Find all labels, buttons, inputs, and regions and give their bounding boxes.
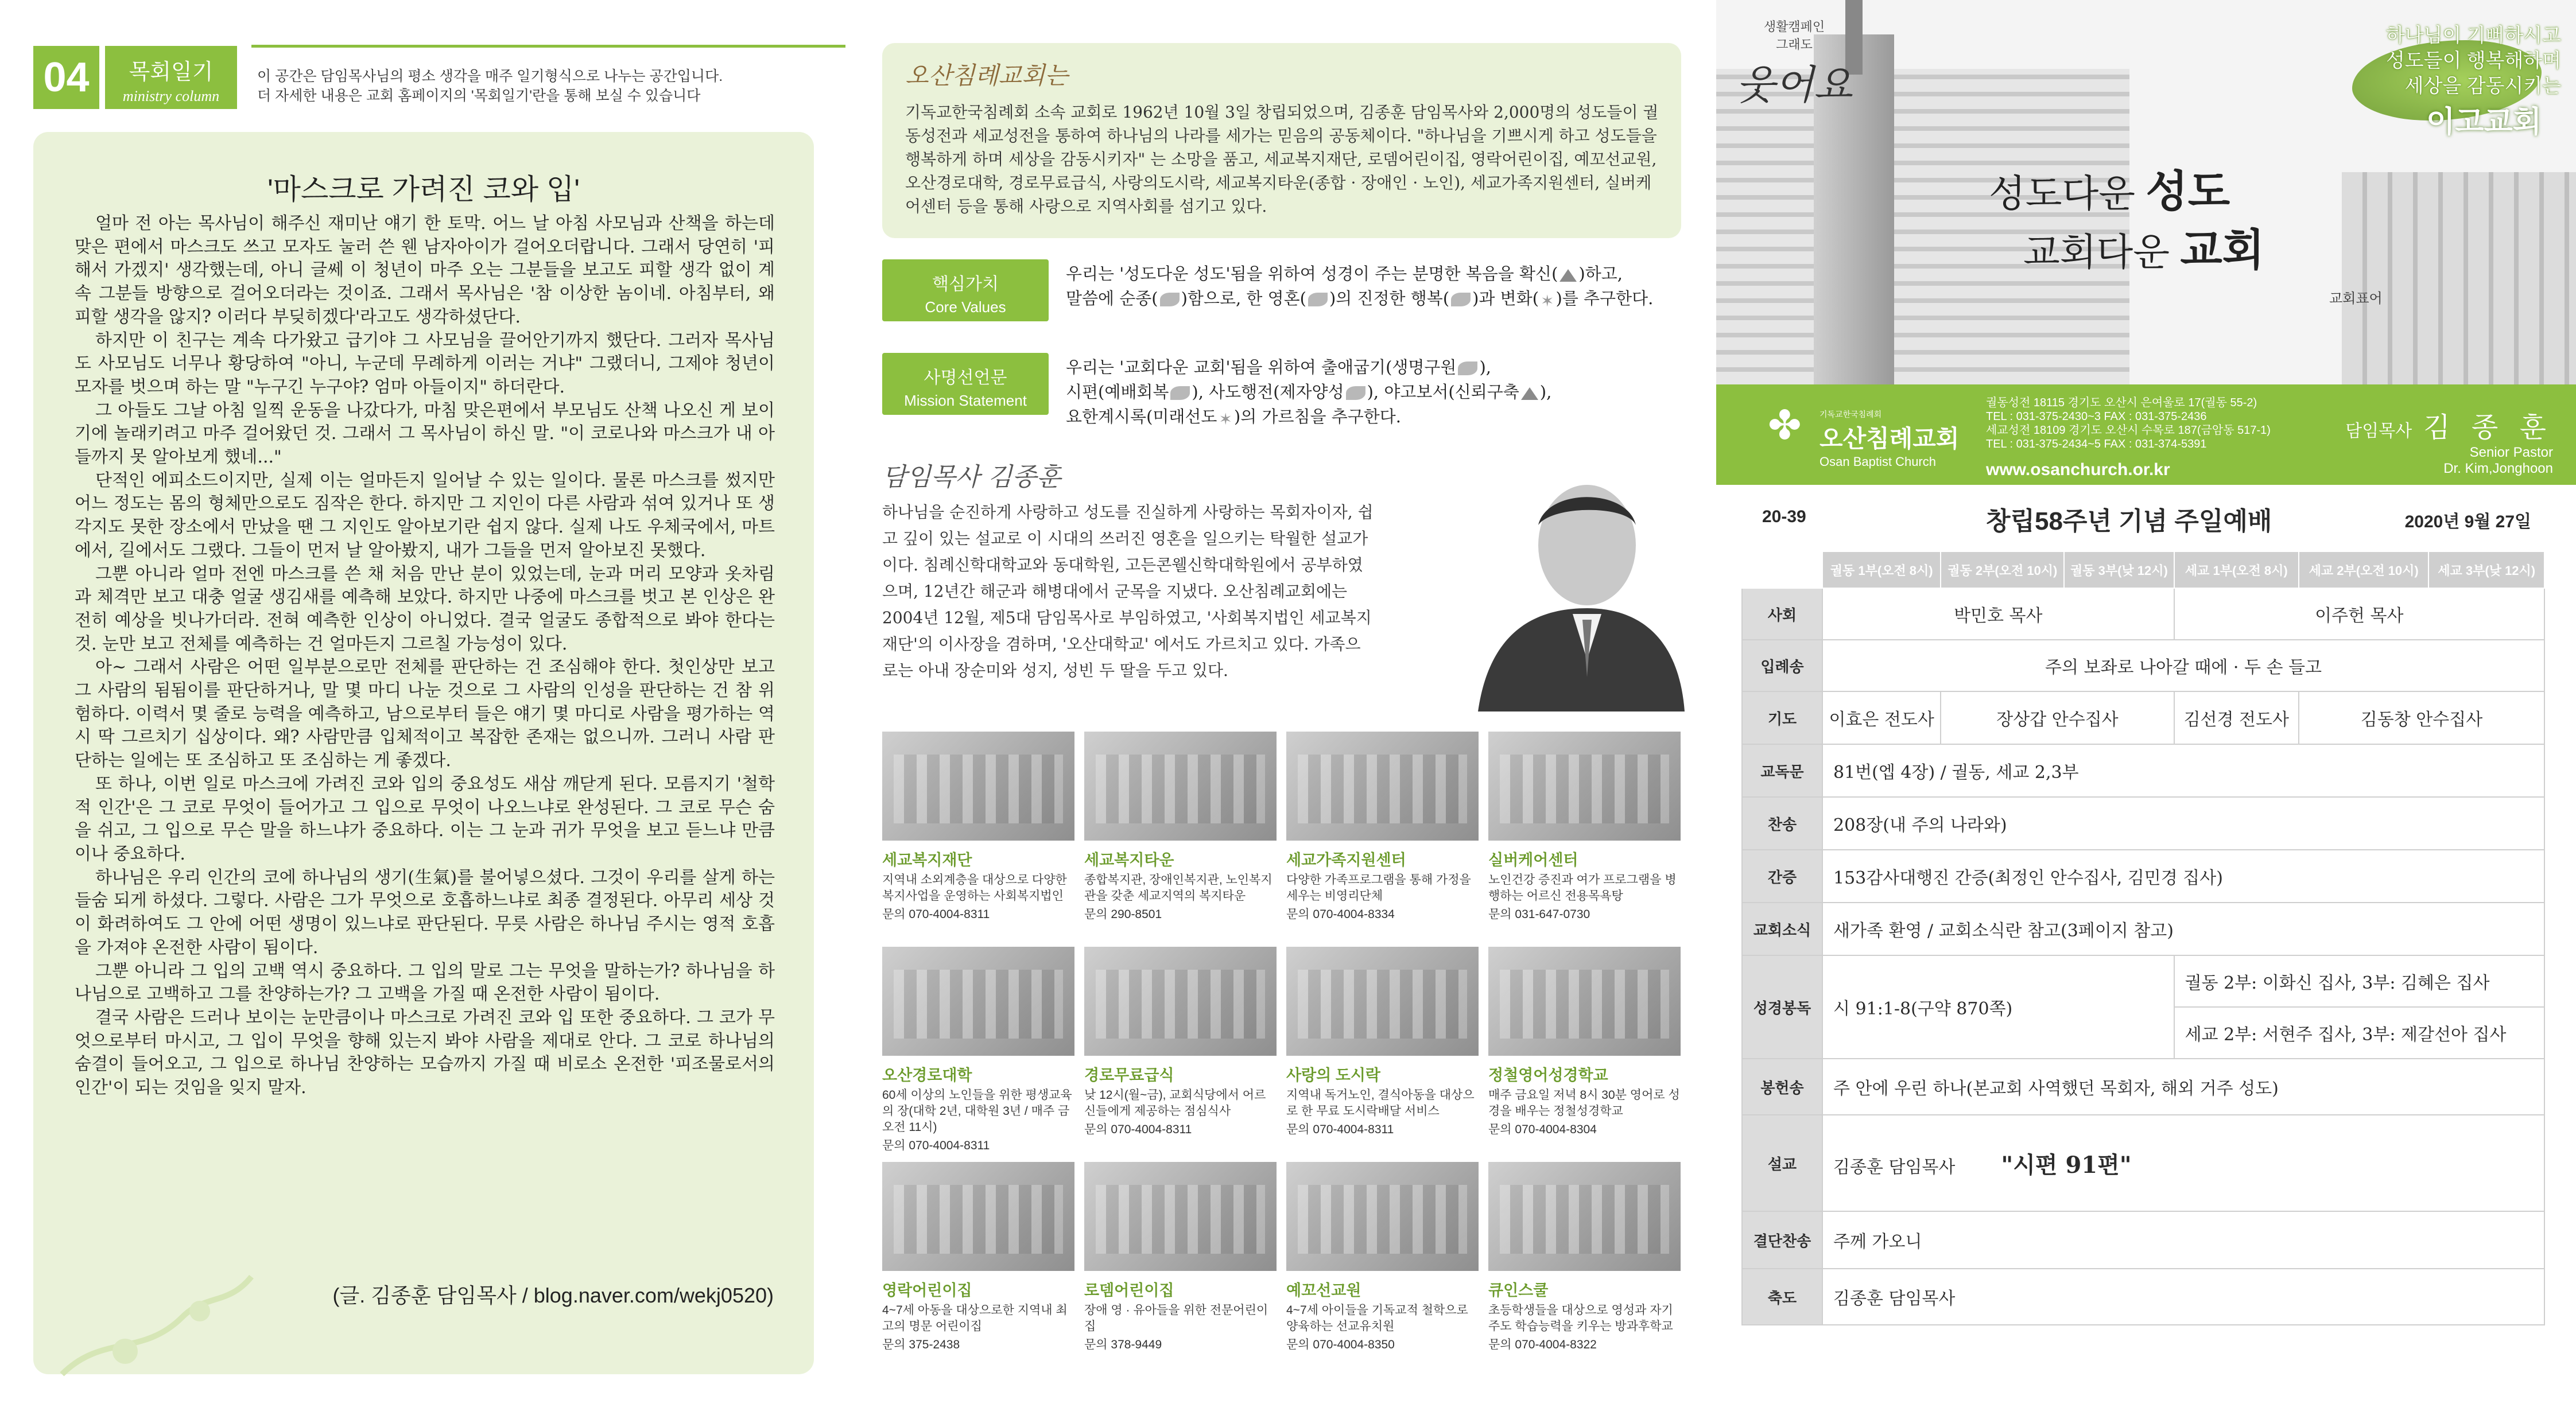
slogan-line: 세상을 감동시키는 — [2404, 75, 2561, 97]
core-values-row — [882, 259, 1681, 328]
ministry-phone: 문의 070-4004-8304 — [1488, 1123, 1597, 1136]
ministry-phone: 문의 070-4004-8350 — [1286, 1338, 1395, 1351]
text-span: 우리는 '성도다운 성도'됨을 위하여 성경이 주는 분명한 복음을 확신( — [1066, 264, 1558, 283]
table-row — [1742, 691, 2544, 744]
row-value: 이효은 전도사 — [1822, 691, 1941, 744]
dove-logo-icon: ✤ — [1768, 402, 1802, 449]
ministry-desc: 장애 영 · 유아들을 위한 전문어린이집 — [1084, 1304, 1268, 1333]
ministry-name: 예꼬선교원 — [1286, 1282, 1361, 1299]
text-span: 요한계시록(미래선도 — [1066, 407, 1217, 426]
header-rule — [251, 45, 845, 48]
ministry-photo — [882, 1162, 1074, 1271]
row-value: 주 안에 우린 하나(본교회 사역했던 목회자, 해외 거주 성도) — [1822, 1059, 2544, 1115]
campaign-logo — [1725, 17, 1863, 111]
row-value: 주께 가오니 — [1822, 1211, 2544, 1269]
ministry-item — [1488, 1162, 1681, 1353]
campaign-label: 생활캠페인 — [1763, 20, 1825, 34]
ministry-name: 세교복지타운 — [1084, 852, 1174, 869]
core-values-ko: 핵심가치 — [932, 275, 999, 294]
church-info-bar — [1716, 384, 2576, 485]
ministry-item — [1084, 947, 1277, 1138]
church-name — [1820, 409, 1959, 469]
ministry-photo — [882, 947, 1074, 1056]
motto-text: 교회다운 — [2023, 231, 2181, 273]
address-line: TEL : 031-375-2430~3 FAX : 031-375-2436 — [1986, 410, 2207, 423]
column-header — [33, 40, 814, 120]
row-label: 찬송 — [1742, 797, 1822, 850]
motto-bold: 성도 — [2146, 168, 2230, 216]
sermon-cell — [1822, 1115, 2544, 1211]
row-label: 입례송 — [1742, 640, 1822, 691]
row-value: 153감사대행진 간증(최정인 안수집사, 김민경 집사) — [1822, 850, 2544, 903]
sermon-title: "시편 91편" — [2001, 1151, 2132, 1179]
paragraph: 그뿐 아니라 그 입의 고백 역시 중요하다. 그 입의 말로 그는 무엇을 말하는가? 하나님을 하나님으로 고백하고 그를 찬양하는가? 그 고백을 가질 때 온전한 사람이 됨이다. — [75, 961, 775, 1005]
ministry-name: 경로무료급식 — [1084, 1067, 1174, 1084]
ministry-phone: 문의 070-4004-8311 — [882, 908, 990, 921]
description-line: 더 자세한 내용은 교회 홈페이지의 '목회일기'란을 통해 보실 수 있습니다 — [257, 88, 701, 104]
row-label: 기도 — [1742, 691, 1822, 744]
text-span: 우리는 '교회다운 교회'됨을 위하여 출애굽기(생명구원 — [1066, 357, 1457, 377]
pastor-bio: 하나님을 순진하게 사랑하고 성도를 진실하게 사랑하는 목회자이자, 쉽고 깊이 있는 설교로 이 시대의 쓰러진 영혼을 일으키는 탁월한 설교가이다. 침례신학대학교와 동대학원, 고든콘웰신학대학원에서 공부하였으며, 12년간 해군과 해병대에서 군목을 지냈다. 오산침례교회에는 2004년 12월, 제5대 담임목사로 부임하였고, '사회복지법인 세교복지재단'의 이사장을 겸하며, '오산대학교' 에서도 가르치고 있다. 가족으로는 아내 장순미와 성지, 성빈 두 딸을 두고 있다. — [882, 503, 1374, 680]
ministry-name: 정철영어성경학교 — [1488, 1067, 1608, 1084]
table-header: 세교 1부(오전 8시) — [2174, 551, 2299, 588]
ministry-item — [1084, 1162, 1277, 1353]
table-header: 궐동 3부(낮 12시) — [2064, 551, 2174, 588]
pastor-label: 담임목사 — [2345, 422, 2412, 441]
table-header: 세교 3부(낮 12시) — [2428, 551, 2544, 588]
table-header: 궐동 1부(오전 8시) — [1822, 551, 1941, 588]
ministry-column-panel — [0, 0, 858, 1423]
mission-text — [1066, 355, 1686, 431]
row-value: 주의 보좌로 나아갈 때에 · 두 손 들고 — [1822, 640, 2544, 691]
pastor-name-en: Dr. Kim,Jonghoon — [2443, 461, 2553, 476]
text-span: )의 진정한 행복( — [1329, 289, 1450, 308]
ministry-photo — [1084, 1162, 1277, 1271]
ministry-photo — [1084, 947, 1277, 1056]
row-label: 사회 — [1742, 588, 1822, 640]
row-value: 81번(엡 4장) / 궐동, 세교 2,3부 — [1822, 744, 2544, 797]
table-row — [1742, 955, 2544, 1007]
vine-decoration-icon — [56, 1265, 263, 1380]
row-value: 궐동 2부: 이화신 집사, 3부: 김혜은 집사 — [2174, 955, 2544, 1007]
row-value: 김동창 안수집사 — [2299, 691, 2544, 744]
table-corner — [1742, 551, 1822, 588]
ministry-name: 세교복지재단 — [882, 852, 972, 869]
ministry-phone: 문의 070-4004-8311 — [1084, 1123, 1192, 1136]
church-slogan — [2386, 23, 2561, 99]
ministry-item — [882, 732, 1074, 923]
table-row — [1742, 640, 2544, 691]
row-label: 간증 — [1742, 850, 1822, 903]
text-span: )과 변화( — [1472, 289, 1539, 308]
ministry-desc: 4~7세 아이들을 기독교적 철학으로 양육하는 선교유치원 — [1286, 1304, 1468, 1333]
service-info-bar — [1751, 500, 2543, 535]
table-row — [1742, 1269, 2544, 1325]
ministry-item — [1488, 947, 1681, 1138]
slogan-brand: 이고교회 — [2426, 106, 2542, 139]
motto-label: 교회표어 — [2329, 291, 2383, 306]
paragraph: 하나님은 우리 인간의 코에 하나님의 생기(生氣)를 불어넣으셨다. 그것이 우리를 살게 하는 들숨 되게 하셨다. 그렇다. 사람은 그가 무엇으로 호흡하느냐로 최종 결정된다. 아무리 세상 것이 화려하여도 그 안에 어떤 생명이 있느냐로 판단된다. 무릇 사람은 하나님 주시는 영적 호흡을 가져야 온전한 사람이 됨이다. — [75, 867, 775, 958]
pastor-name: 김 종 훈 — [2423, 413, 2553, 443]
church-intro-panel — [858, 0, 1716, 1423]
ministry-item — [882, 1162, 1074, 1353]
paragraph: 또 하나, 이번 일로 마스크에 가려진 코와 입의 중요성도 새삼 깨닫게 된다. 모름지기 '철학적 인간'은 그 코로 무엇이 들어가고 그 입으로 무엇이 나오느냐로 완성된다. 그 코로 무슨 숨을 쉬고, 그 입으로 무슨 말을 하느냐가 중요하다. 이는 그 눈과 귀가 무엇을 보고 듣느냐 만큼이나 중요하다. — [75, 773, 775, 864]
row-label: 성경봉독 — [1742, 955, 1822, 1059]
leaf-icon — [1308, 293, 1328, 306]
ministry-desc: 초등학생들을 대상으로 영성과 자기주도 학습능력을 키우는 방과후학교 — [1488, 1304, 1673, 1333]
ministry-name: 오산경로대학 — [882, 1067, 972, 1084]
preacher: 김종훈 담임목사 — [1833, 1157, 1956, 1177]
ministry-desc: 지역내 독거노인, 결식아동을 대상으로 한 무료 도시락배달 서비스 — [1286, 1088, 1475, 1118]
table-row — [1742, 744, 2544, 797]
ministry-phone: 문의 070-4004-8322 — [1488, 1338, 1597, 1351]
ministry-photo — [1084, 732, 1277, 841]
ministry-name: 로뎀어린이집 — [1084, 1282, 1174, 1299]
ministry-name: 세교가족지원센터 — [1286, 852, 1406, 869]
ministry-item — [1286, 732, 1479, 923]
leaf-icon — [1346, 386, 1365, 400]
mission-label — [882, 353, 1049, 415]
mission-en: Mission Statement — [904, 392, 1027, 409]
ministry-name: 큐인스쿨 — [1488, 1282, 1549, 1299]
intro-text: 기독교한국침례회 소속 교회로 1962년 10월 3일 창립되었으며, 김종훈 담임목사와 2,000명의 성도들이 궐동성전과 세교성전을 통하여 하나님의 나라를 세가는 믿음의 공동체이다. "하나님을 기쁘시게 하고 성도들을 행복하게 하며 세상을 감동시키자" 는 소망을 품고, 세교복지재단, 로뎀어린이집, 영락어린이집, 예꼬선교원, 오산경로대학, 경로무료급식, 사랑의도시락, 세교복지타운(종합 · 장애인 · 노인), 세교가족지원센터, 실버케어센터 등을 통해 사랑으로 지역사회를 섬기고 있다. — [905, 103, 1659, 216]
column-article-title: '마스크로 가려진 코와 입' — [267, 173, 580, 205]
service-title: 창립58주년 기념 주일예배 — [1986, 507, 2272, 535]
ministry-photo — [1488, 947, 1681, 1056]
ministry-item — [1488, 732, 1681, 923]
table-row — [1742, 1211, 2544, 1269]
leaf-icon — [1170, 386, 1190, 400]
paragraph: 그 아들도 그날 아침 일찍 운동을 나갔다가, 마침 맞은편에서 부모님도 산책 나오신 게 보이기에 놀래키려고 마주 걸어왔던 것. 그래서 그 목사님이 하신 말. "이 코로나와 마스크가 내 아들까지 못 알아보게 했네..." — [75, 400, 775, 468]
ministry-item — [1286, 1162, 1479, 1353]
column-body — [33, 132, 814, 1374]
table-row — [1742, 588, 2544, 640]
row-label: 결단찬송 — [1742, 1211, 1822, 1269]
ministry-photo — [1488, 1162, 1681, 1271]
ministry-desc: 매주 금요일 저녁 8시 30분 영어로 성경을 배우는 정철성경학교 — [1488, 1088, 1680, 1118]
column-title-en: ministry column — [122, 88, 220, 104]
ministry-name: 실버케어센터 — [1488, 852, 1578, 869]
ministry-desc: 낮 12시(월~금), 교회식당에서 어르신들에게 제공하는 점심식사 — [1084, 1088, 1266, 1118]
ministry-phone: 문의 070-4004-8311 — [1286, 1123, 1394, 1136]
ministry-phone: 문의 290-8501 — [1084, 908, 1162, 921]
core-values-en: Core Values — [925, 298, 1006, 316]
table-row — [1742, 850, 2544, 903]
column-signature: (글. 김종훈 담임목사 / blog.naver.com/wekj0520) — [332, 1284, 774, 1307]
row-value: 김선경 전도사 — [2174, 691, 2299, 744]
row-label: 교회소식 — [1742, 903, 1822, 955]
pastor-title-en: Senior Pastor — [2469, 445, 2553, 460]
table-header: 궐동 2부(오전 10시) — [1941, 551, 2064, 588]
text-span: )함으로, 한 영혼( — [1181, 289, 1306, 308]
row-value: 시 91:1-8(구약 870쪽) — [1822, 955, 2174, 1059]
paragraph: 그뿐 아니라 얼마 전엔 마스크를 쓴 채 처음 만난 분이 있었는데, 눈과 머리 모양과 옷차림과 체격만 보고 대충 얼굴 생김새를 예측해 보았다. 하지만 나중에 마스크를 벗고 본 인상은 완전히 예상을 빗나가더라. 전혀 예측한 인상이 아니었다. 결국 얼굴도 종합적으로 봐야 한다는 것. 눈만 보고 전체를 예측하는 건 얼마든지 그르칠 가능성이 있다. — [75, 563, 775, 654]
leaf-icon — [1451, 293, 1471, 306]
ministry-item — [1286, 947, 1479, 1138]
text-span: 시편(예배회복 — [1066, 382, 1169, 402]
text-span: ), 야고보서(신뢰구축 — [1367, 382, 1519, 402]
mission-row — [882, 353, 1681, 433]
address-line: 궐동성전 18115 경기도 오산시 은여울로 17(궐동 55-2) — [1986, 396, 2257, 409]
ministry-desc: 지역내 소외계층을 대상으로 다양한 복지사업을 운영하는 사회복지법인 — [882, 873, 1067, 903]
ministry-photo — [1488, 732, 1681, 841]
row-label: 축도 — [1742, 1269, 1822, 1325]
cover-image — [1716, 0, 2576, 384]
ministry-photo — [1286, 1162, 1479, 1271]
column-title-box — [105, 46, 237, 109]
leaf-icon — [1458, 361, 1477, 375]
building-wing — [2342, 172, 2576, 384]
star-icon: ✶ — [1219, 410, 1232, 429]
ministry-desc: 노인건강 증진과 여가 프로그램을 병행하는 어르신 전용목욕탕 — [1488, 873, 1677, 903]
table-row — [1742, 1115, 2544, 1211]
campaign-main: 웃어요 — [1736, 64, 1853, 108]
ministry-photo — [882, 732, 1074, 841]
row-value: 208장(내 주의 나라와) — [1822, 797, 2544, 850]
ministry-item — [882, 947, 1074, 1154]
ministry-desc: 4~7세 아동을 대상으로한 지역내 최고의 명문 어린이집 — [882, 1304, 1068, 1333]
ministry-phone: 문의 375-2438 — [882, 1338, 960, 1351]
paragraph: 결국 사람은 드러나 보이는 눈만큼이나 마스크로 가려진 코와 입 또한 중요하다. 그 코가 무엇으로부터 마시고, 그 입이 무엇을 향해 있는지 봐야 사람을 제대로 안다. 그 코로 하나님의 숨결이 들어오고, 그 입으로 하나님 찬양하는 모습까지 가질 때 비로소 온전한 '피조물로서의 인간'이 되는 것임을 잊지 말자. — [75, 1007, 775, 1098]
row-value: 세교 2부: 서현주 집사, 3부: 제갈선아 집사 — [2174, 1007, 2544, 1059]
slogan-line: 하나님이 기뻐하시고 — [2385, 25, 2561, 46]
table-row — [1742, 903, 2544, 955]
church-website[interactable]: www.osanchurch.or.kr — [1986, 460, 2170, 479]
ministry-desc: 종합복지관, 장애인복지관, 노인복지관을 갖춘 세교지역의 복지타운 — [1084, 873, 1273, 903]
ministry-photo — [1286, 947, 1479, 1056]
table-row — [1742, 1059, 2544, 1115]
church-name-ko: 오산침례교회 — [1820, 425, 1960, 452]
paragraph: 얼마 전 아는 목사님이 해주신 재미난 얘기 한 토막. 어느 날 아침 사모님과 산책을 하는데 맞은 편에서 마스크도 쓰고 모자도 눌러 쓴 웬 남자아이가 걸어오더랍니다. 그래서 당연히 '피해서 가겠지' 생각했는데, 아니 글쎄 이 청년이 마주 오는 그분들을 보고도 피할 생각 없이 계속 그분들 방향으로 걸어오더라는 것이죠. 그래서 목사님은 '참 이상한 놈이네. 아침부터, 왜 피할 생각을 않지? 이러다 부딪히겠다'라고도 생각하셨단다. — [75, 213, 775, 327]
church-address — [1986, 396, 2271, 451]
ministry-desc: 다양한 가족프로그램을 통해 가정을 세우는 비영리단체 — [1286, 873, 1471, 903]
issue-number: 20-39 — [1762, 507, 1806, 526]
table-header: 세교 2부(오전 10시) — [2299, 551, 2428, 588]
column-title-ko: 목회일기 — [129, 60, 214, 84]
church-motto — [1989, 164, 2264, 281]
core-values-label — [882, 259, 1049, 321]
column-description — [257, 67, 848, 106]
senior-pastor — [2345, 405, 2553, 477]
leaf-icon — [1160, 293, 1180, 306]
row-value: 장상갑 안수집사 — [1941, 691, 2174, 744]
triangle-icon — [1521, 387, 1538, 400]
row-label: 교독문 — [1742, 744, 1822, 797]
row-label: 봉헌송 — [1742, 1059, 1822, 1115]
ministry-phone: 문의 031-647-0730 — [1488, 908, 1590, 921]
text-span: ), — [1479, 357, 1491, 377]
motto-text: 성도다운 — [1989, 172, 2146, 215]
star-icon: ✶ — [1541, 291, 1554, 310]
column-article-text — [75, 212, 775, 1100]
description-line: 이 공간은 담임목사님의 평소 생각을 매주 일기형식으로 나누는 공간입니다. — [257, 68, 723, 84]
worship-order-table — [1741, 551, 2545, 1325]
address-line: 세교성전 18109 경기도 오산시 수목로 187(금암동 517-1) — [1986, 424, 2271, 437]
ministry-phone: 문의 070-4004-8311 — [882, 1139, 990, 1152]
motto-bold: 교회 — [2180, 226, 2265, 275]
ministry-photo — [1286, 732, 1479, 841]
table-row — [1742, 797, 2544, 850]
service-date: 2020년 9월 27일 — [2404, 512, 2531, 531]
row-value: 새가족 환영 / 교회소식란 참고(3페이지 참고) — [1822, 903, 2544, 955]
triangle-icon — [1559, 269, 1577, 282]
ministry-phone: 문의 070-4004-8334 — [1286, 908, 1395, 921]
denomination: 기독교한국침례회 — [1820, 410, 1882, 419]
core-values-text — [1066, 262, 1686, 313]
text-span: 말씀에 순종( — [1066, 289, 1158, 308]
table-header-row — [1742, 551, 2544, 588]
text-span: )하고, — [1578, 264, 1623, 283]
ministry-name: 영락어린이집 — [882, 1282, 972, 1299]
paragraph: 하지만 이 친구는 계속 다가왔고 급기야 그 사모님을 끌어안기까지 했단다. 그러자 목사님도 사모님도 너무나 황당하여 "아니, 누군데 무례하게 이러는 거냐" 그랬더니, 그제야 청년이 모자를 벗으며 하는 말 "누구긴 누구야? 엄마 아들이지" 하더란다. — [75, 330, 775, 397]
paragraph: 단적인 에피소드이지만, 실제 이는 얼마든지 일어날 수 있는 일이다. 물론 마스크를 썼지만 어느 정도는 몸의 형체만으로도 짐작은 한다. 하지만 그 지인이 다른 사람과 섞여 있거나 또 생각지도 못한 장소에서 만났을 땐 그 지인도 알아보기란 쉽지 않다. 실제 나도 우체국에서, 마트에서, 길에서도 그랬다. 그들이 먼저 날 알아봤지, 내가 그들을 먼저 알아보진 못했다. — [75, 470, 775, 561]
pastor-photo — [1455, 471, 1685, 711]
page-number: 04 — [33, 46, 99, 109]
ministry-name: 사랑의 도시락 — [1286, 1067, 1380, 1084]
ministry-phone: 문의 378-9449 — [1084, 1338, 1162, 1351]
mission-ko: 사명선언문 — [924, 368, 1007, 387]
text-span: ), 사도행전(제자양성 — [1192, 382, 1344, 402]
row-label: 설교 — [1742, 1115, 1822, 1211]
text-span: )의 가르침을 추구한다. — [1233, 407, 1402, 426]
paragraph: 아~ 그래서 사람은 어떤 일부분으로만 전체를 판단하는 건 조심해야 한다. 첫인상만 보고 그 사람의 됨됨이를 판단하거나, 말 몇 마디 나눈 것으로 그 사람의 인성을 판단하는 건 참 위험하다. 이력서 몇 줄로 능력을 예측하고, 남으로부터 들은 얘기 몇 마디로 사람을 평가하는 역시 딱 그르치기 십상이다. 왜? 사람만큼 입체적이고 복잡한 존재는 없으니까. 그러니 사람 판단하는 일에는 또 조심하고 또 조심하는 게 좋겠다. — [75, 657, 775, 771]
church-intro-box — [882, 43, 1681, 238]
address-line: TEL : 031-375-2434~5 FAX : 031-374-5391 — [1986, 438, 2207, 450]
row-value: 김종훈 담임목사 — [1822, 1269, 2544, 1325]
ministry-item — [1084, 732, 1277, 923]
bulletin-cover-panel — [1716, 0, 2576, 1423]
row-value: 이주헌 목사 — [2174, 588, 2544, 640]
text-span: ), — [1539, 382, 1552, 402]
ministry-desc: 60세 이상의 노인들을 위한 평생교육의 장(대학 2년, 대학원 3년 / 매주 금 오전 11시) — [882, 1088, 1072, 1134]
church-name-en: Osan Baptist Church — [1820, 454, 1936, 469]
campaign-sub: 그래도 — [1776, 37, 1813, 52]
text-span: )를 추구한다. — [1555, 289, 1654, 308]
pastor-title: 담임목사 김종훈 — [882, 462, 1061, 492]
slogan-line: 성도들이 행복해하며 — [2385, 50, 2561, 72]
intro-title: 오산침례교회는 — [905, 61, 1069, 90]
row-value: 박민호 목사 — [1822, 588, 2174, 640]
